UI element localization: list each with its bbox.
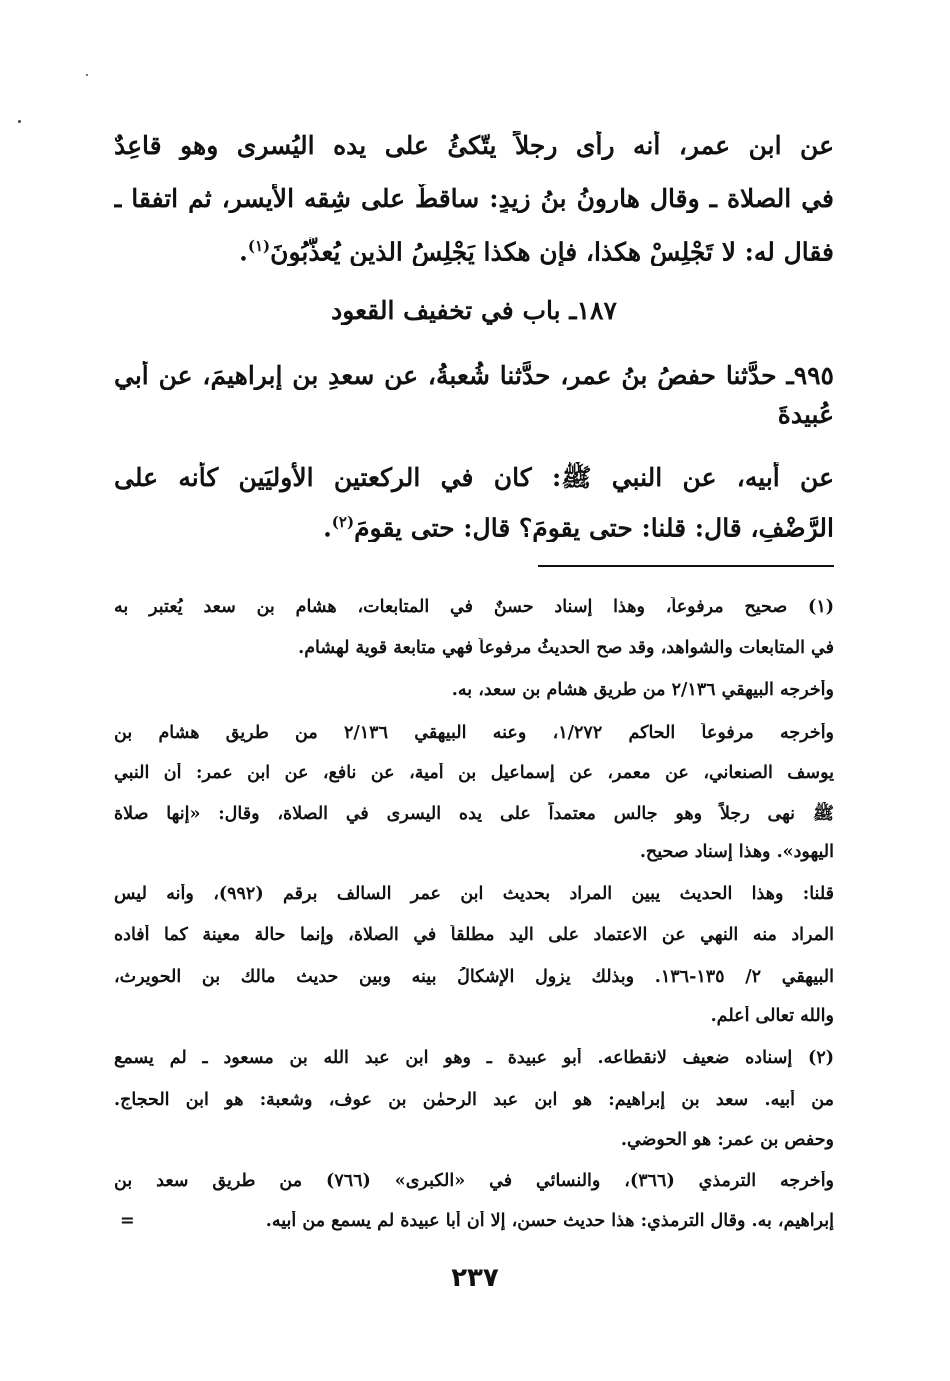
hadith-line: عُبيدةَ xyxy=(777,400,834,429)
footnote-line: في المتابعات والشواهد، وقد صح الحديثُ مرفوعاً فهي متابعة قوية لهشام. xyxy=(298,638,834,658)
footnote-line xyxy=(114,1211,834,1231)
footnote-line: وأخرجه الترمذي (٣٦٦)، والنسائي في «الكبرى» (٧٦٦) من طريق سعد بن xyxy=(114,1171,834,1191)
hadith-line: ٩٩٥ـ حدَّثنا حفصُ بنُ عمر، حدَّثنا شُعبةُ، عن سعدِ بنِ إبراهيمَ، عن أبي xyxy=(114,361,834,390)
footnote-line: (٢) إسناده ضعيف لانقطاعه. أبو عبيدة ـ وهو ابن عبد الله بن مسعود ـ لم يسمع xyxy=(114,1048,834,1068)
scan-speck xyxy=(86,74,88,76)
footnote-line: قلنا: وهذا الحديث يبين المراد بحديث ابن عمر السالف برقم (٩٩٢)، وأنه ليس xyxy=(114,884,834,904)
main-text-line: في الصلاة ـ وقال هارونُ بنُ زيدٍ: ساقطٌ على شِقه الأيسرِ، ثم اتفقا ـ xyxy=(114,184,834,213)
main-text-line xyxy=(114,237,834,266)
hadith-line xyxy=(114,513,834,542)
footnote-line: (١) صحيح مرفوعاً، وهذا إسناد حسنٌ في المتابعات، هشام بن سعد يُعتبر به xyxy=(114,597,834,617)
sentence-end: . xyxy=(239,237,248,267)
main-text-line: عن ابنِ عمر، أنه رأى رجلاً يتّكئُ على يده اليُسرى وهو قاعِدٌ xyxy=(114,131,834,160)
footnote-ref: (٢) xyxy=(331,513,355,531)
footnote-line: وحفص بن عمر: هو الحوضي. xyxy=(620,1130,834,1150)
chapter-heading: ١٨٧ـ باب في تخفيف القعود xyxy=(331,296,617,325)
footnote-line: وأخرجه مرفوعاً الحاكم ١/٢٧٢، وعنه البيهقي ٢/١٣٦ من طريق هشام بن xyxy=(114,723,834,743)
footnote-line: والله تعالى أعلم. xyxy=(710,1006,834,1026)
footnote-line: ﷺ نهى رجلاً وهو جالس معتمداً على يده اليسرى في الصلاة، وقال: «إنها صلاة xyxy=(114,804,834,824)
footnote-ref: (١) xyxy=(247,237,271,255)
hadith-line: عن أبيه، عن النبي ﷺ: كان في الركعتين الأوليَين كأنه على xyxy=(114,463,834,492)
footnote-separator xyxy=(538,565,834,567)
continuation-mark: = xyxy=(120,1211,135,1231)
sentence-end: . xyxy=(323,513,332,543)
footnote-segment: إبراهيم، به. وقال الترمذي: هذا حديث حسن، إلا أن أبا عبيدة لم يسمع من أبيه. xyxy=(265,1211,834,1231)
hadith-segment: الرَّضْفِ، قال: قلنا: حتى يقومَ؟ قال: حتى يقومَ xyxy=(354,513,834,543)
footnote-line: اليهود». وهذا إسناد صحيح. xyxy=(639,842,834,862)
page-number: ٢٣٧ xyxy=(451,1263,499,1293)
footnote-line: البيهقي ٢/ ١٣٥-١٣٦. وبذلك يزول الإشكالُ بينه وبين حديث مالك بن الحويرث، xyxy=(114,967,834,987)
footnote-line: يوسف الصنعاني، عن معمر، عن إسماعيل بن أمية، عن نافع، عن ابن عمر: أن النبي xyxy=(114,763,834,783)
footnote-line: من أبيه. سعد بن إبراهيم: هو ابن عبد الرحمٰن بن عوف، وشعبة: هو ابن الحجاج. xyxy=(114,1090,834,1110)
footnote-line: المراد منه النهي عن الاعتماد على اليد مطلقاً في الصلاة، وإنما حالة معينة كما أفاده xyxy=(114,925,834,945)
main-text-segment: فقال له: لا تَجْلِسْ هكذا، فإن هكذا يَجْلِسُ الذين يُعذَّبُونَ xyxy=(270,237,834,267)
scan-speck xyxy=(18,120,21,123)
footnote-line: وأخرجه البيهقي ٢/١٣٦ من طريق هشام بن سعد، به. xyxy=(451,680,834,700)
